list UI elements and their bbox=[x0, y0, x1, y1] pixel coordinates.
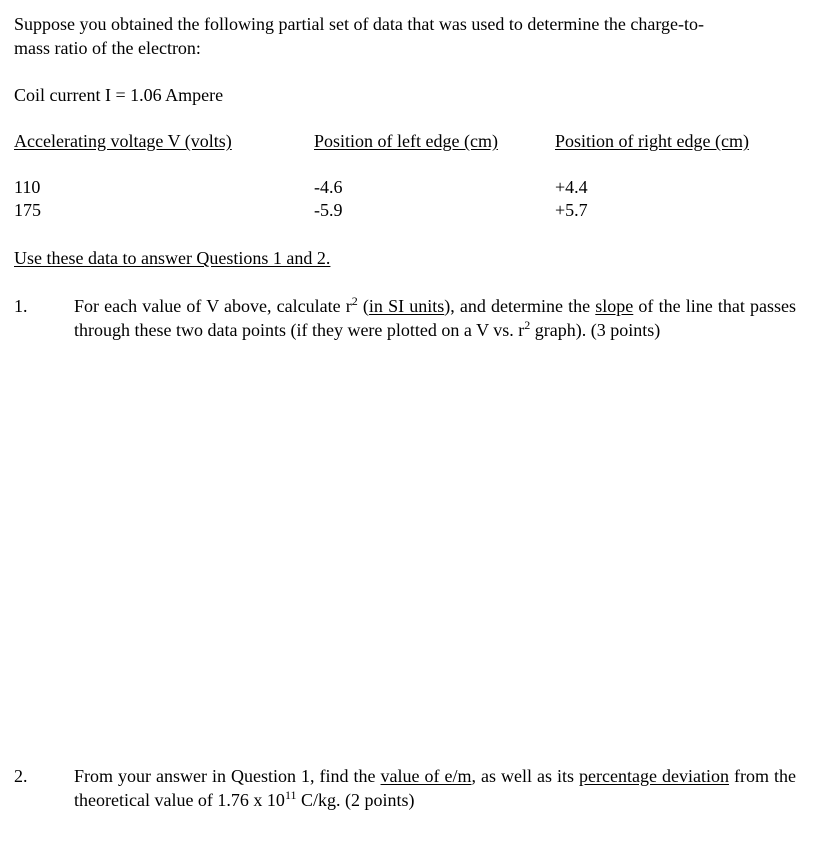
table-cell-left-2: -5.9 bbox=[314, 200, 343, 220]
question-2-number: 2. bbox=[14, 766, 28, 786]
question-1-number: 1. bbox=[14, 296, 28, 316]
table-cell-voltage-2: 175 bbox=[14, 200, 41, 220]
table-header-right-edge: Position of right edge (cm) bbox=[555, 131, 749, 151]
table-cell-right-1: +4.4 bbox=[555, 177, 588, 197]
question-1-text: For each value of V above, calculate $r^2$ (in SI units), and determine the slope of the line that passes through these two data points (if they were plotted on a V vs. $r^2$ graph). (3 points) bbox=[74, 294, 796, 340]
intro-paragraph bbox=[14, 12, 804, 60]
question-2-text: From your answer in Question 1, find the value of e/m, as well as its percentage deviation from the theoretical value of 1.76 x $10^{11}$ C/kg. (2 points) bbox=[74, 766, 796, 810]
table-cell-right-2: +5.7 bbox=[555, 200, 588, 220]
coil-current: Coil current I = 1.06 Ampere bbox=[14, 85, 224, 105]
table-cell-left-1: -4.6 bbox=[314, 177, 343, 197]
table-header-left-edge: Position of left edge (cm) bbox=[314, 131, 498, 151]
intro-line-1: Suppose you obtained the following partial set of data that was used to determine the charge-to- bbox=[14, 14, 704, 34]
table-cell-voltage-1: 110 bbox=[14, 177, 41, 197]
table-header-voltage: Accelerating voltage V (volts) bbox=[14, 131, 232, 151]
intro-line-2: mass ratio of the electron: bbox=[14, 38, 201, 58]
instruction-text: Use these data to answer Questions 1 and 2. bbox=[14, 248, 331, 268]
